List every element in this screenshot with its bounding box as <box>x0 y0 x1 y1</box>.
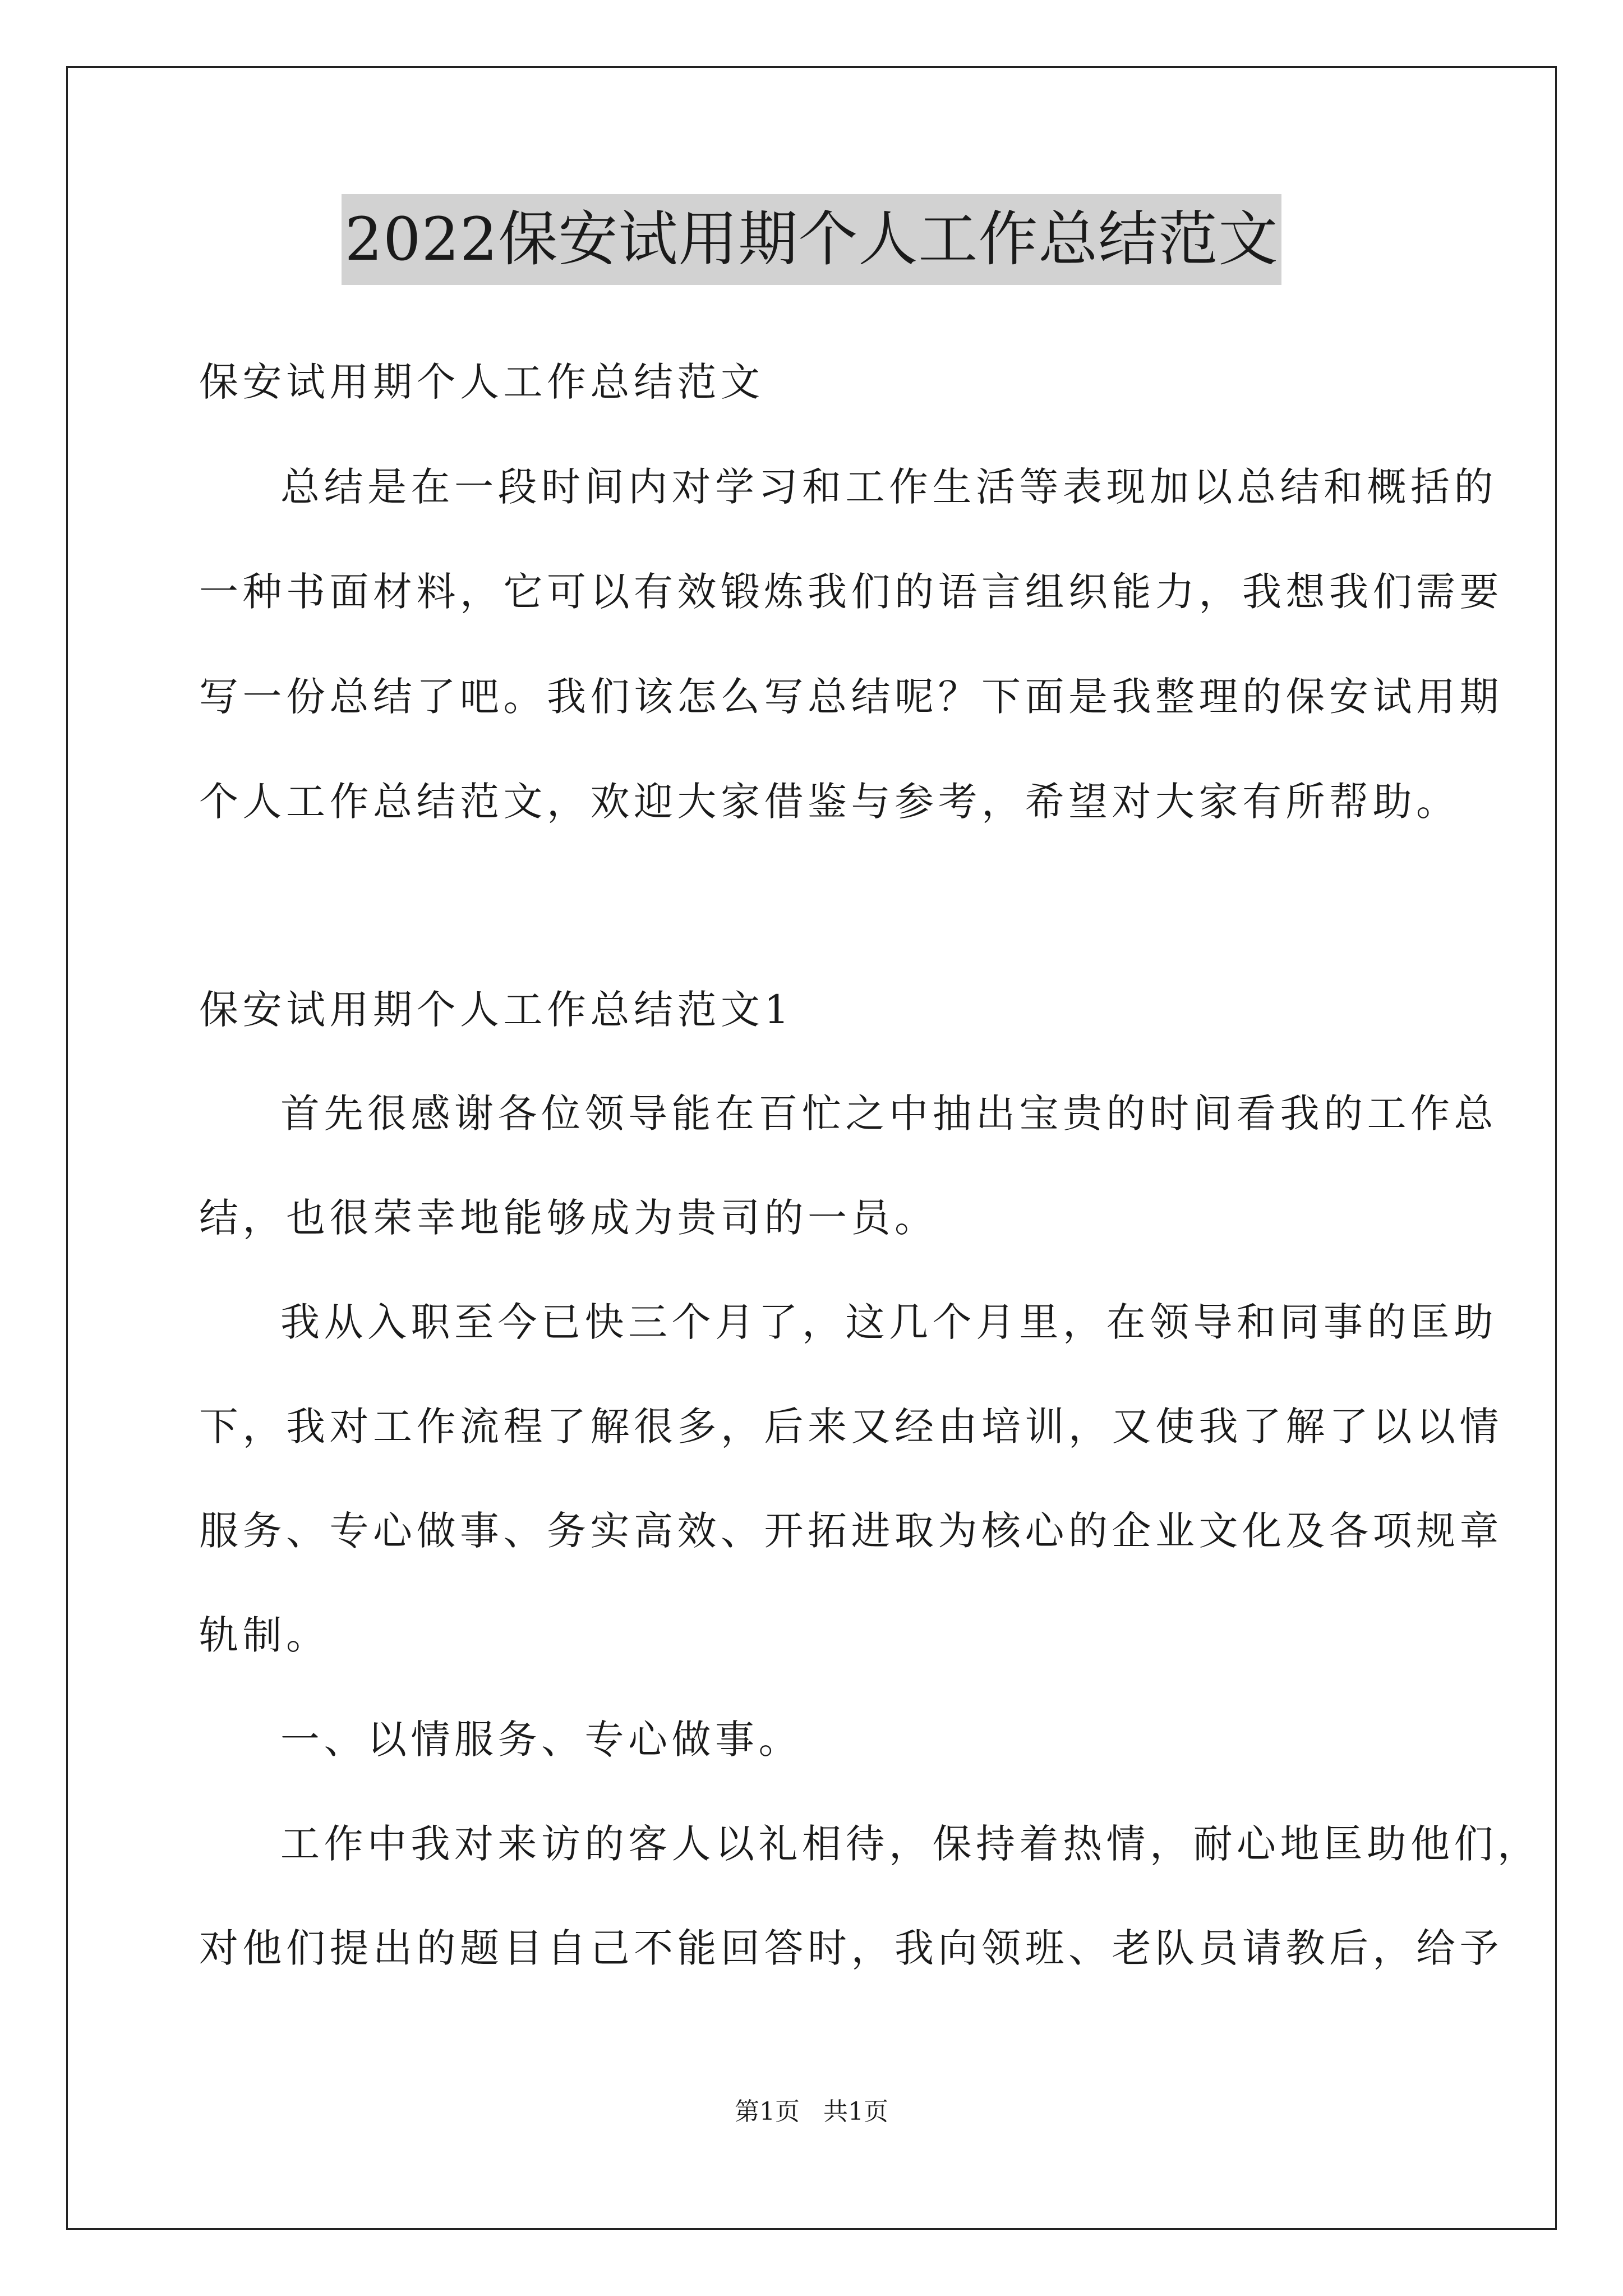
paragraph-line: 首先很感谢各位领导能在百忙之中抽出宝贵的时间看我的工作总 <box>280 1091 1497 1137</box>
paragraph-line: 写一份总结了吧。我们该怎么写总结呢？下面是我整理的保安试用期 <box>199 674 1503 720</box>
title-wrap <box>0 194 1623 285</box>
paragraph-line: 工作中我对来访的客人以礼相待，保持着热情，耐心地匡助他们， <box>280 1821 1541 1867</box>
page-footer: 第1页 共1页 <box>735 2097 888 2126</box>
subsection-heading: 一、以情服务、专心做事。 <box>280 1717 802 1763</box>
subtitle-line: 保安试用期个人工作总结范文 <box>199 359 764 405</box>
paragraph-line: 个人工作总结范文，欢迎大家借鉴与参考，希望对大家有所帮助。 <box>199 779 1460 825</box>
paragraph-line: 我从入职至今已快三个月了，这几个月里，在领导和同事的匡助 <box>280 1299 1497 1345</box>
paragraph-line: 总结是在一段时间内对学习和工作生活等表现加以总结和概括的 <box>280 464 1497 510</box>
paragraph-line: 服务、专心做事、务实高效、开拓进取为核心的企业文化及各项规章 <box>199 1508 1503 1554</box>
paragraph-line: 下，我对工作流程了解很多，后来又经由培训，又使我了解了以以情 <box>199 1404 1503 1450</box>
document-title: 2022保安试用期个人工作总结范文 <box>342 194 1282 285</box>
section-heading: 保安试用期个人工作总结范文1 <box>199 987 794 1033</box>
paragraph-line: 结，也很荣幸地能够成为贵司的一员。 <box>199 1195 938 1241</box>
paragraph-line: 轨制。 <box>199 1612 330 1658</box>
paragraph-line: 一种书面材料，它可以有效锻炼我们的语言组织能力，我想我们需要 <box>199 569 1503 615</box>
paragraph-line: 对他们提出的题目自己不能回答时，我向领班、老队员请教后，给予 <box>199 1925 1503 1971</box>
